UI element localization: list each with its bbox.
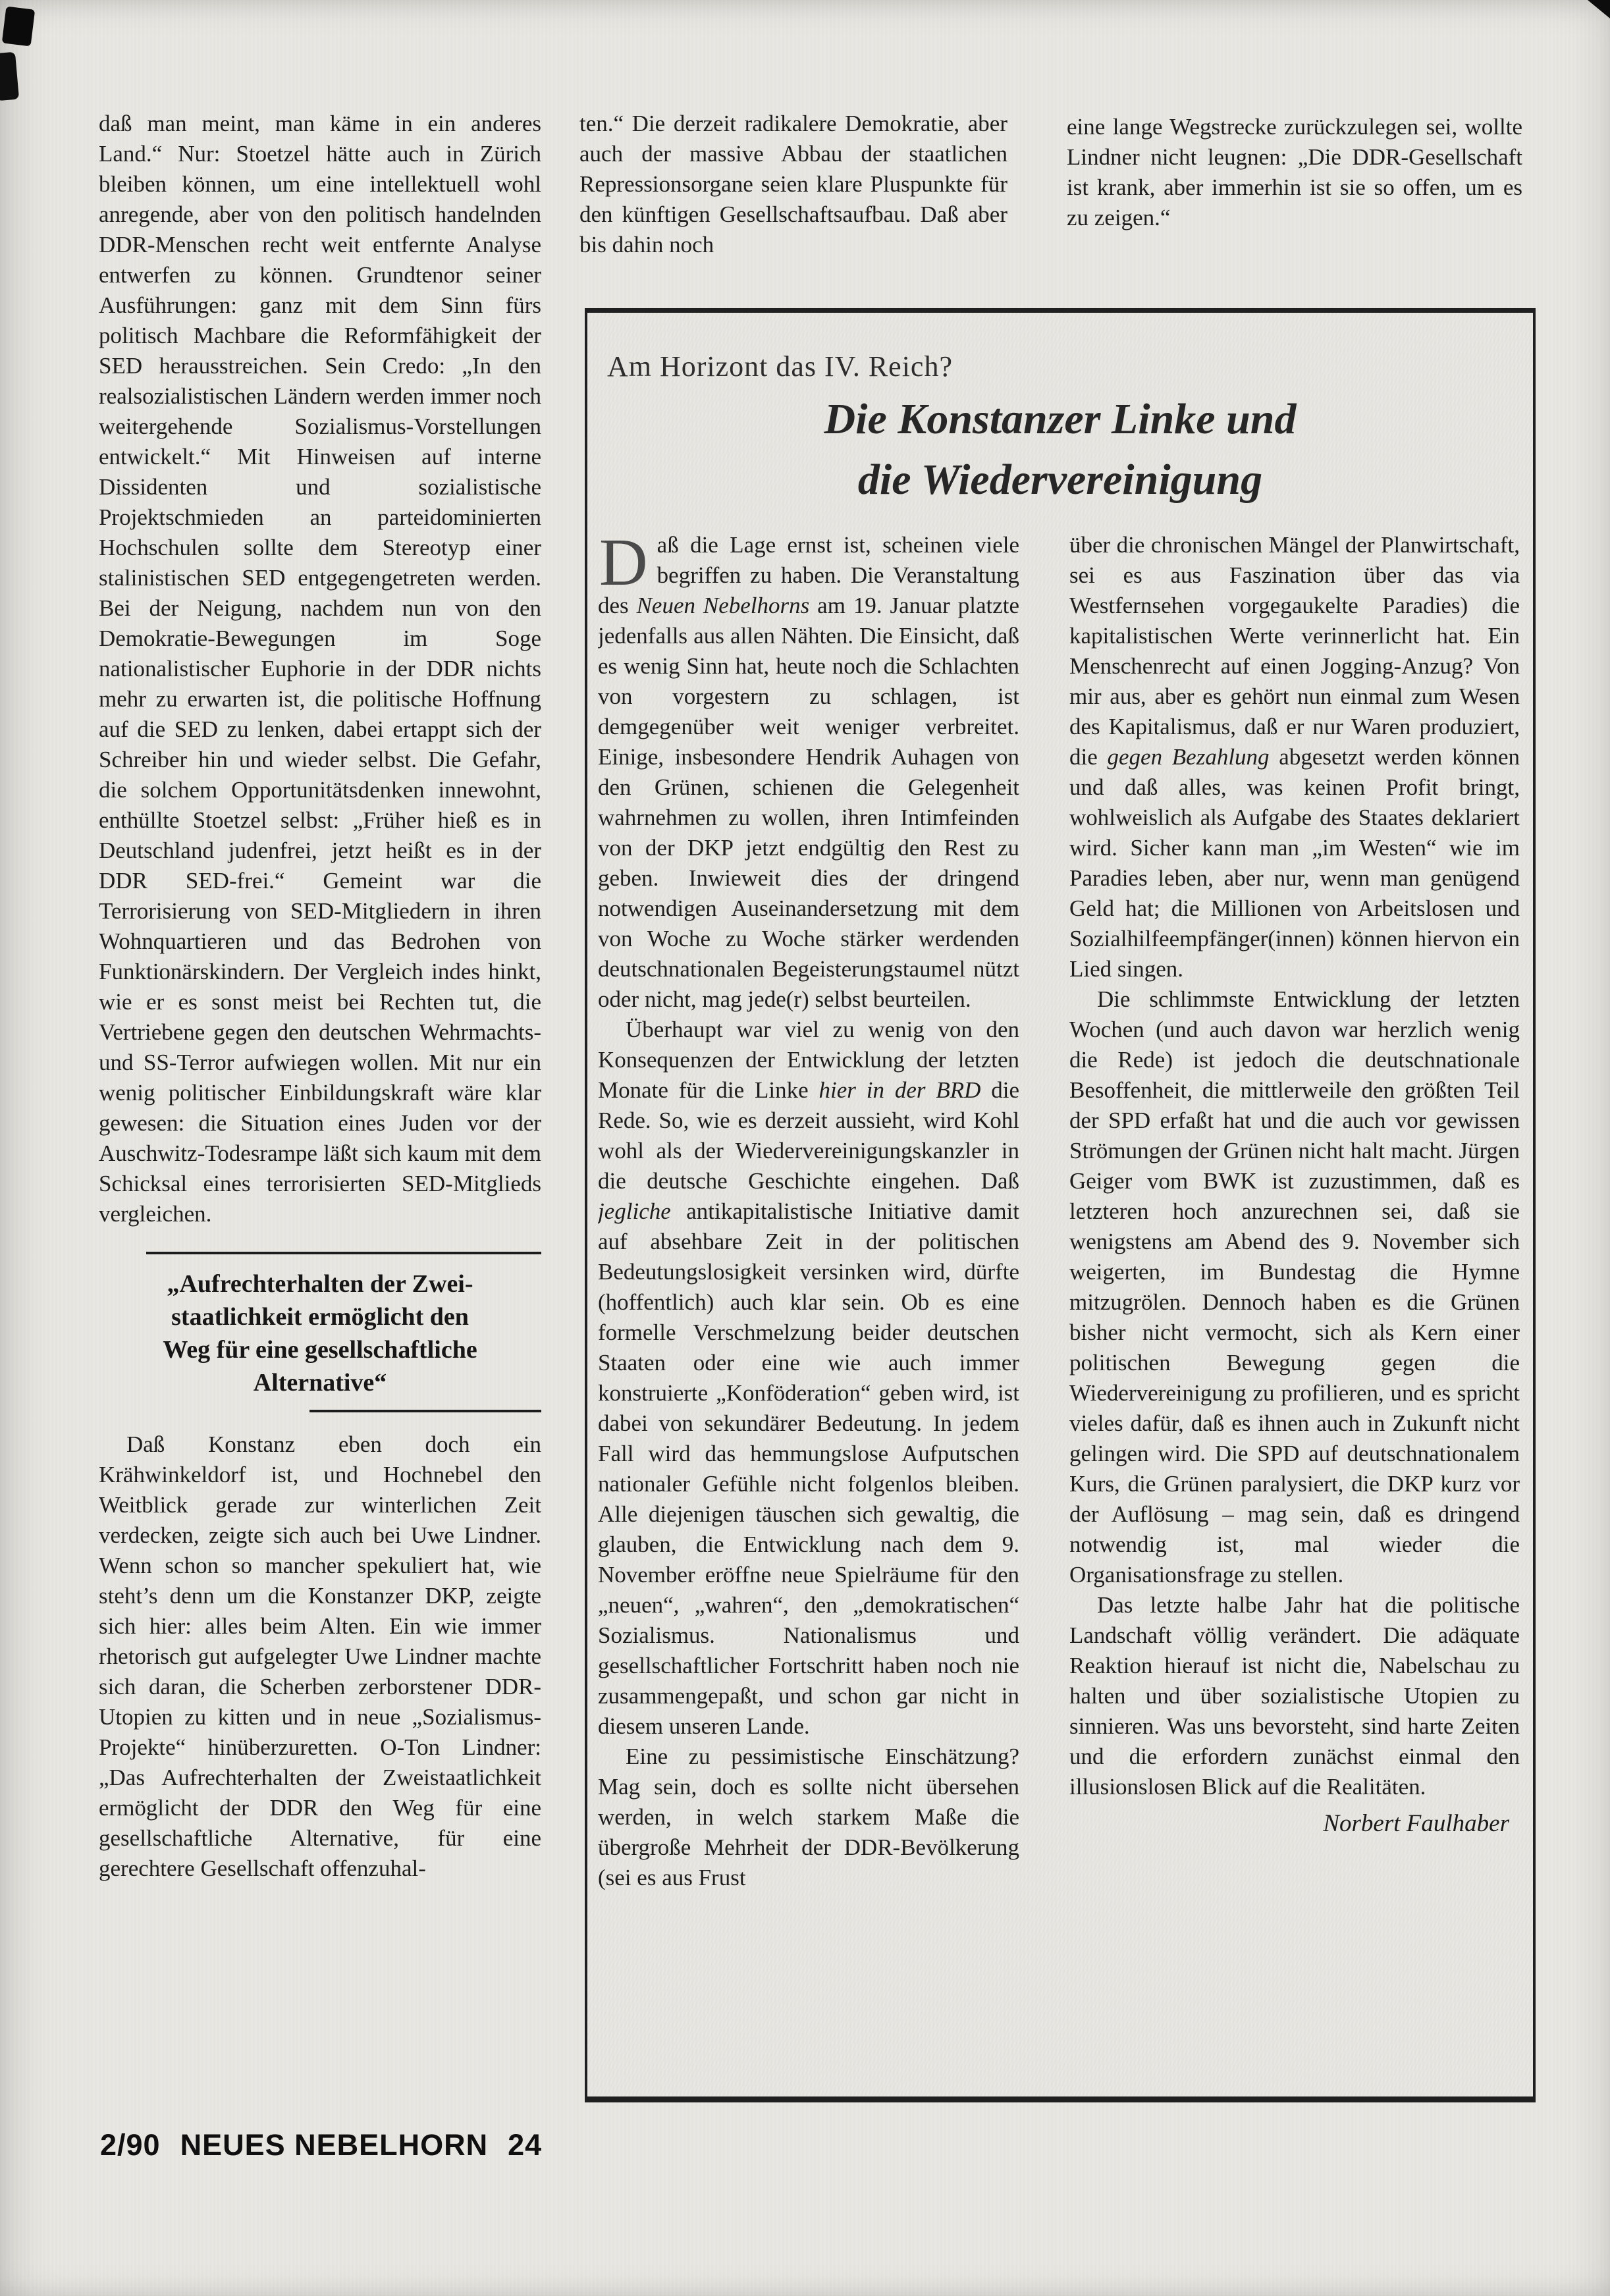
- middle-column-top: [579, 109, 1007, 260]
- paragraph: Das letzte halbe Jahr hat die politische Landschaft völlig verändert. Die adäquate Reaktion hierauf ist nicht die, Nabelschau zu halten und über sozialistische Utopien zu sinnieren. Was uns bevorsteht, sind harte Zeiten und die erfordern zunächst einmal den illusionslosen Blick auf die Realitäten.: [1069, 1592, 1520, 1800]
- paragraph-continuation: über die chronischen Mängel der Planwirtschaft, sei es aus Faszination über das via Westfernsehen vorgegaukelte Paradies) die kapitalistischen Werte verinnerlicht hat. Ein Menschenrecht auf einen Jogging-Anzug? Von mir aus, aber es gehört nun einmal zum Wesen des Kapitalismus, daß er nur Waren produziert, die gegen Bezahlung abgesetzt werden können und daß alles, was keinen Profit bringt, wohlweislich als Aufgabe des Staates deklariert wird. Sicher kann man „im Westen“ wie im Paradies leben, aber nur, wenn man genügend Geld hat; die Millionen von Arbeitslosen und Sozialhilfeempfänger(innen) können hiervon ein Lied singen.: [1069, 532, 1520, 982]
- subheading-line: staatlichkeit ermöglicht den: [171, 1303, 469, 1331]
- scan-artifact-corner: [1588, 0, 1610, 18]
- paragraph: Daß Konstanz eben doch ein Krähwinkeldorf ist, und Hochnebel den Weitblick gerade zur winterlichen Zeit verdecken, zeigte sich auch bei Uwe Lindner. Wenn schon so mancher spekuliert hat, wie steht’s denn um die Konstanzer DKP, zeigte sich hier: alles beim Alten. Ein wie immer rhetorisch gut aufgelegter Uwe Lindner machte sich daran, die Scherben zerborstener DDR-Utopien zu kitten und in neue „Sozialismus-Projekte“ hinüberzuretten. O-Ton Lindner: „Das Aufrechterhalten der Zweistaatlichkeit ermöglicht der DDR den Weg für eine gesellschaftliche Alternative, für eine gerechtere Gesellschaft offenzuhal-: [99, 1431, 541, 1881]
- article-title: [587, 389, 1533, 510]
- paragraph: [598, 530, 1019, 1015]
- drop-cap: D: [599, 530, 648, 600]
- article-kicker: Am Horizont das IV. Reich?: [607, 350, 953, 383]
- article-title-line: die Wiedervereinigung: [857, 456, 1263, 504]
- paragraph: Überhaupt war viel zu wenig von den Konsequenzen der Entwicklung der letzten Monate für die Linke hier in der BRD die Rede. So, wie es derzeit aussieht, wird Kohl wohl als der Wiedervereinigungskanzler in die deutsche Geschichte eingehen. Daß jegliche antikapitalistische Initiative damit auf absehbare Zeit in der politischen Bedeutungslosigkeit versinken wird, dürfte (hoffentlich) auch klar sein. Ob es eine formelle Verschmelzung beider deutschen Staaten oder eine wie auch immer konstruierte „Konföderation“ geben wird, ist dabei von sekundärer Bedeutung. In jedem Fall wird das hemmungslose Aufputschen nationaler Gefühle nicht folgenlos bleiben. Alle diejenigen täuschen sich gewaltig, die glauben, die Entwicklung nach dem 9. November eröffne neue Spielräume für den „neuen“, „wahren“, den „demokratischen“ Sozialismus. Nationalismus und gesellschaftlicher Fortschritt haben noch nie zusammengepaßt, und schon gar nicht in diesem unseren Lande.: [598, 1017, 1019, 1739]
- subheading-rule-top: [146, 1252, 541, 1254]
- right-column-top: [1067, 112, 1522, 233]
- subheading-rule-bottom: [309, 1410, 541, 1412]
- subheading-line: Weg für eine gesellschaftliche: [163, 1336, 477, 1364]
- subheading-line: Alternative“: [253, 1369, 387, 1397]
- article-column-right: [1069, 530, 1520, 2091]
- author-signature: Norbert Faulhaber: [1323, 1810, 1509, 1837]
- article-title-line: Die Konstanzer Linke und: [824, 395, 1297, 443]
- scan-artifact-blob: [0, 52, 19, 101]
- footer-issue: 2/90: [100, 2128, 161, 2162]
- left-column: [99, 109, 541, 2028]
- paragraph: Eine zu pessimistische Einschätzung? Mag sein, doch es sollte nicht übersehen werden, in welch starkem Maße die übergroße Mehrheit der DDR-Bevölkerung (sei es aus Frust: [598, 1744, 1019, 1890]
- scan-artifact-blob: [2, 7, 35, 47]
- paragraph-continuation: daß man meint, man käme in ein anderes Land.“ Nur: Stoetzel hätte auch in Zürich bleiben können, um eine intellektuell wohl anregende, aber von den politisch handelnden DDR-Menschen recht weit entfernte Analyse entwerfen zu können. Grundtenor seiner Ausführungen: ganz mit dem Sinn fürs politisch Machbare die Reformfähigkeit der SED herausstreichen. Sein Credo: „In den realsozialistischen Ländern werden immer noch weitergehende Sozialismus-Vorstellungen entwickelt.“ Mit Hinweisen auf interne Dissidenten und sozialistische Projektschmieden an parteidominierten Hochschulen sollte dem Stereotyp einer stalinistischen SED entgegengetreten werden. Bei der Neigung, nachdem nun von den Demokratie-Bewegungen im Soge nationalistischer Euphorie in der DDR nichts mehr zu erwarten ist, die politische Hoffnung auf die SED zu lenken, dabei ertappt sich der Schreiber hin und wieder selbst. Die Gefahr, die solchem Opportunitätsdenken innewohnt, enthüllte Stoetzel selbst: „Früher hieß es in Deutschland judenfrei, jetzt heißt es in der DDR SED-frei.“ Gemeint war die Terrorisierung von SED-Mitgliedern in ihren Wohnquartieren und das Bedrohen von Funktionärskindern. Der Vergleich indes hinkt, wie er es sonst meist bei Rechten tut, die Vertriebene gegen den deutschen Wehrmachts- und SS-Terror aufwiegen wollen. Mit nur ein wenig politischer Einbildungskraft wäre klar gewesen: die Situation eines Juden vor der Auschwitz-Todesrampe läßt sich kaum mit dem Schicksal eines terrorisierten SED-Mitglieds vergleichen.: [99, 111, 541, 1227]
- paragraph-continuation: ten.“ Die derzeit radikalere Demokratie, aber auch der massive Abbau der staatlichen Repressionsorgane seien klare Pluspunkte für den künftigen Gesellschaftsaufbau. Daß aber bis dahin noch: [579, 111, 1007, 257]
- article-box: [585, 308, 1536, 2102]
- paragraph: Die schlimmste Entwicklung der letzten Wochen (und auch davon war herzlich wenig die Rede) ist jedoch die deutschnationale Besoffenheit, die mittlerweile den größten Teil der SPD erfaßt hat und die auch vor gewissen Strömungen der Grünen nicht halt macht. Jürgen Geiger vom BWK ist zuzustimmen, daß es letzteren hoch anzurechnen sei, daß sie wenigstens am Abend des 9. November sich weigerten, im Bundestag die Hymne mitzugrölen. Dennoch haben es die Grünen bisher nicht vermocht, sich als Kern einer politischen Bewegung gegen die Wiedervereinigung zu profilieren, und es spricht vieles dafür, daß es ihnen auch in Zukunft nicht gelingen wird. Die SPD auf deutschnationalem Kurs, die Grünen paralysiert, die DKP kurz vor der Auflösung – mag sein, daß es dringend notwendig ist, mal wieder die Organisationsfrage zu stellen.: [1069, 986, 1520, 1588]
- section-subheading: [99, 1252, 541, 1412]
- subheading-line: „Aufrechterhalten der Zwei-: [167, 1270, 473, 1298]
- paragraph-continuation: eine lange Wegstrecke zurückzulegen sei, wollte Lindner nicht leugnen: „Die DDR-Gesellschaft ist krank, aber immerhin ist sie so offen, um es zu zeigen.“: [1067, 114, 1522, 230]
- footer-page-number: 24: [508, 2128, 543, 2162]
- page-footer: [100, 2128, 542, 2162]
- paragraph-text: aß die Lage ernst ist, scheinen viele begriffen zu haben. Die Veranstaltung des Neuen Nebelhorns am 19. Januar platzte jedenfalls aus allen Nähten. Die Einsicht, daß es wenig Sinn hat, heute noch die Schlachten von vorgestern zu schlagen, ist demgegenüber weit weniger verbreitet. Einige, insbesondere Hendrik Auhagen von den Grünen, schienen die Gelegenheit wahrnehmen zu wollen, ihren Intimfeinden von der DKP jetzt endgültig den Rest zu geben. Inwieweit dies der dringend notwendigen Auseinandersetzung mit dem von Woche zu Woche stärker werdenden deutschnationalen Begeisterungstaumel nützt oder nicht, mag jede(r) selbst beurteilen.: [598, 532, 1019, 1012]
- footer-magazine-title: NEUES NEBELHORN: [180, 2128, 489, 2162]
- article-column-left: [598, 530, 1019, 2051]
